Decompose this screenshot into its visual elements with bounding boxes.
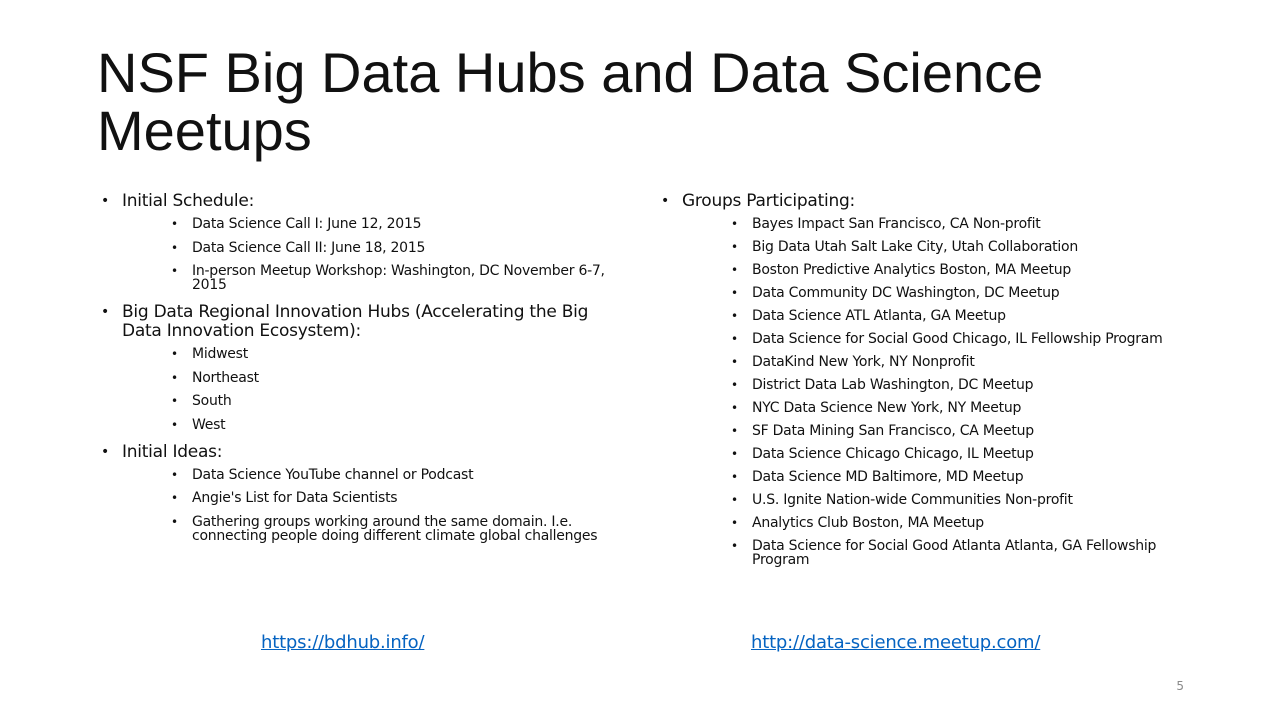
bullet-icon: • — [731, 355, 738, 369]
bullet-icon: • — [171, 417, 178, 432]
bullet-icon: • — [731, 470, 738, 484]
list-item: • Big Data Utah Salt Lake City, Utah Collaboration — [731, 239, 1078, 255]
bullet-icon: • — [731, 493, 738, 507]
list-item: • Angie's List for Data Scientists — [171, 490, 398, 506]
list-item: • Data Science MD Baltimore, MD Meetup — [731, 469, 1024, 485]
sub-list — [171, 217, 621, 292]
bullet-icon: • — [731, 378, 738, 392]
bullet-icon: • — [171, 370, 178, 385]
section-heading: Big Data Regional Innovation Hubs (Accelerating the Big Data Innovation Ecosystem): — [122, 302, 589, 341]
sub-list — [731, 217, 1181, 567]
left-column — [101, 192, 621, 552]
section-innovation-hubs — [101, 303, 621, 432]
bullet-icon: • — [101, 443, 110, 460]
list-item: • Data Science Chicago Chicago, IL Meetup — [731, 446, 1034, 462]
list-item: • Data Science for Social Good Atlanta Atlanta, GA Fellowship Program — [731, 538, 1157, 568]
list-item: • South — [171, 393, 232, 409]
bullet-icon: • — [171, 347, 178, 361]
list-item: • Data Science YouTube channel or Podcast — [171, 466, 474, 483]
bullet-icon: • — [171, 491, 178, 505]
list-item: • Analytics Club Boston, MA Meetup — [731, 515, 984, 531]
list-item: • Boston Predictive Analytics Boston, MA Meetup — [731, 262, 1072, 278]
bullet-icon: • — [171, 467, 178, 482]
bullet-icon: • — [731, 332, 738, 346]
slide-title: NSF Big Data Hubs and Data Science Meetups — [97, 41, 1044, 162]
sub-list — [171, 468, 621, 543]
list-item: • NYC Data Science New York, NY Meetup — [731, 400, 1022, 416]
section-groups-participating — [661, 192, 1181, 567]
right-column — [661, 192, 1181, 576]
sub-list — [171, 347, 621, 432]
bullet-icon: • — [171, 240, 178, 255]
page-number: 5 — [1176, 679, 1184, 693]
section-initial-ideas — [101, 443, 621, 543]
bullet-icon: • — [731, 263, 738, 277]
list-item: • Midwest — [171, 346, 248, 362]
list-item: • Data Science ATL Atlanta, GA Meetup — [731, 308, 1006, 324]
bullet-icon: • — [731, 286, 738, 300]
section-initial-schedule — [101, 192, 621, 292]
bullet-icon: • — [731, 240, 738, 254]
bullet-icon: • — [101, 304, 110, 320]
bullet-icon: • — [731, 424, 738, 438]
list-item: • Data Science for Social Good Chicago, IL Fellowship Program — [731, 331, 1163, 347]
bullet-icon: • — [731, 447, 738, 461]
list-item: • Bayes Impact San Francisco, CA Non-profit — [731, 216, 1041, 232]
list-item: • Northeast — [171, 369, 259, 386]
list-item: • West — [171, 416, 226, 433]
bullet-icon: • — [171, 514, 178, 529]
meetup-link[interactable]: http://data-science.meetup.com/ — [751, 632, 1041, 653]
bullet-icon: • — [171, 394, 178, 408]
bullet-icon: • — [731, 309, 738, 323]
list-item: • Gathering groups working around the same domain. I.e. connecting people doing different climate global challenges — [171, 513, 598, 544]
left-bullet-list — [101, 192, 621, 543]
bdhub-link[interactable]: https://bdhub.info/ — [261, 632, 425, 653]
bullet-icon: • — [661, 193, 670, 209]
section-heading: Groups Participating: — [682, 191, 856, 211]
section-heading: Initial Ideas: — [122, 441, 223, 462]
bullet-icon: • — [101, 193, 110, 209]
list-item: • SF Data Mining San Francisco, CA Meetup — [731, 423, 1034, 439]
bullet-icon: • — [171, 264, 178, 278]
list-item: • Data Science Call I: June 12, 2015 — [171, 216, 422, 232]
list-item: • In-person Meetup Workshop: Washington, DC November 6-7, 2015 — [171, 263, 605, 293]
list-item: • U.S. Ignite Nation-wide Communities Non-profit — [731, 492, 1073, 508]
bullet-icon: • — [731, 401, 738, 415]
list-item: • District Data Lab Washington, DC Meetup — [731, 377, 1034, 393]
bullet-icon: • — [171, 217, 178, 231]
bullet-icon: • — [731, 516, 738, 530]
right-bullet-list — [661, 192, 1181, 567]
list-item: • Data Science Call II: June 18, 2015 — [171, 239, 426, 256]
section-heading: Initial Schedule: — [122, 191, 255, 211]
bullet-icon: • — [731, 539, 738, 553]
bullet-icon: • — [731, 217, 738, 231]
list-item: • Data Community DC Washington, DC Meetup — [731, 285, 1060, 301]
list-item: • DataKind New York, NY Nonprofit — [731, 354, 975, 370]
